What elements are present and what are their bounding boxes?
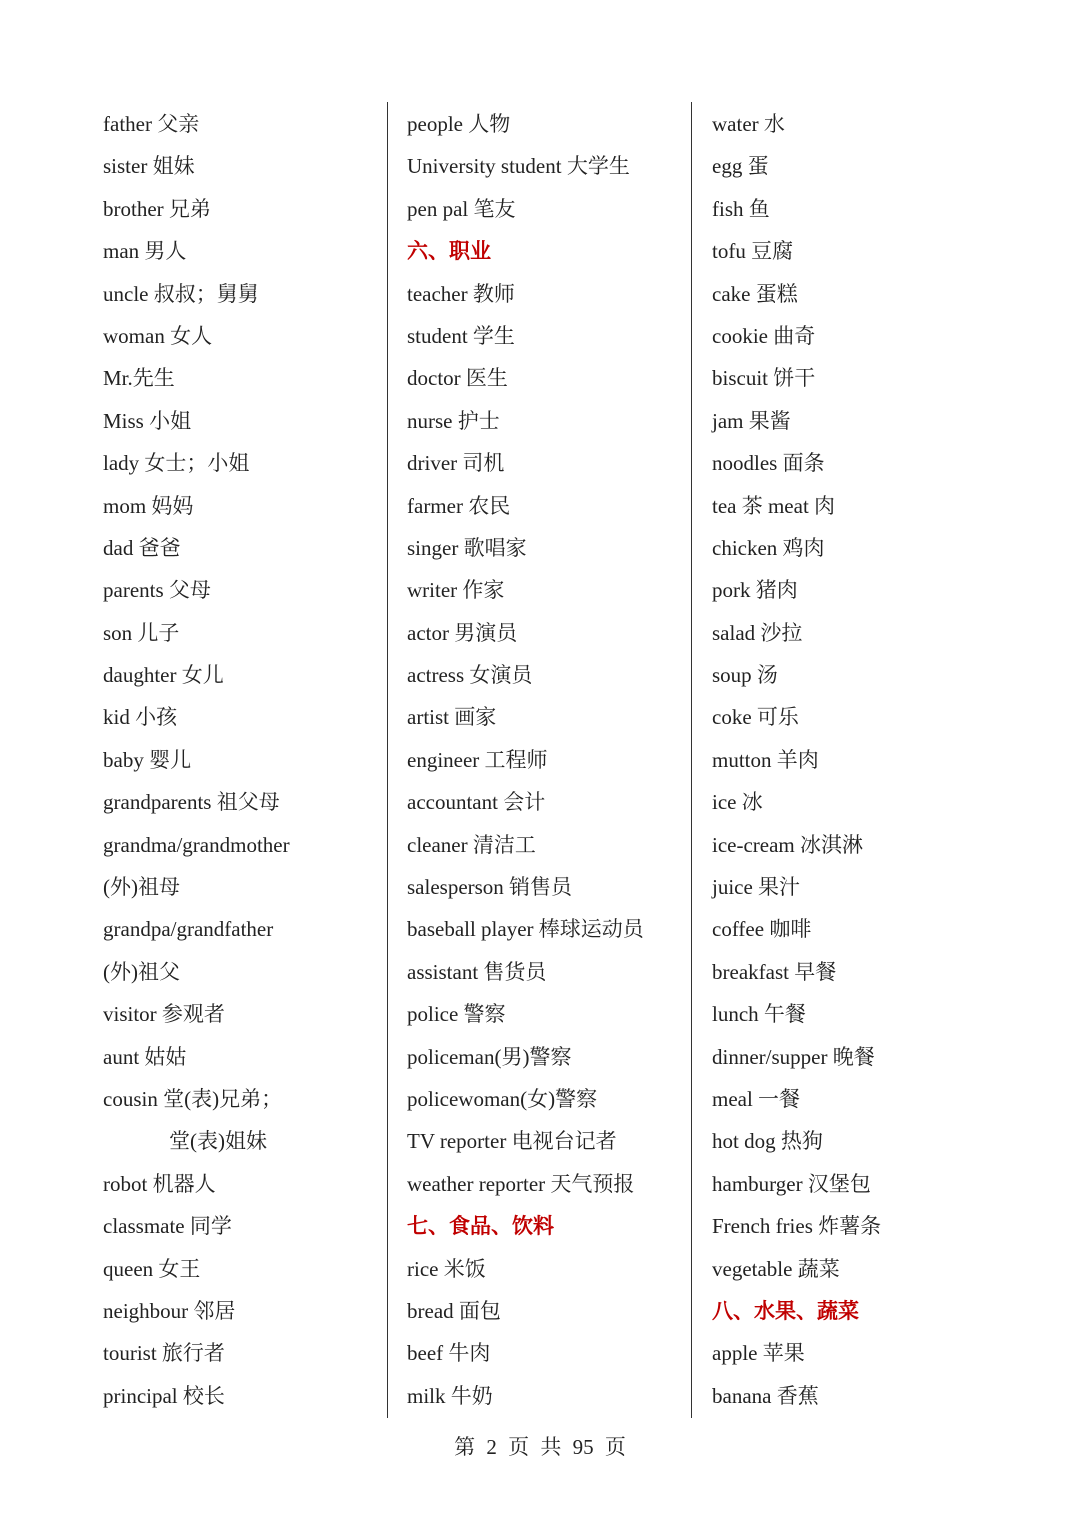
vocab-entry: parents 父母 bbox=[103, 578, 211, 603]
vocab-entry: nurse 护士 bbox=[407, 408, 500, 433]
vocab-entry: soup 汤 bbox=[712, 663, 778, 688]
section-heading: 六、职业 bbox=[407, 239, 491, 264]
vocab-entry: son 儿子 bbox=[103, 620, 180, 645]
vocab-entry: TV reporter 电视台记者 bbox=[407, 1129, 617, 1154]
vocab-entry: lunch 午餐 bbox=[712, 1002, 806, 1027]
vocab-entry: neighbour 邻居 bbox=[103, 1298, 236, 1323]
vocab-entry: baseball player 棒球运动员 bbox=[407, 917, 644, 942]
vocab-entry: classmate 同学 bbox=[103, 1214, 232, 1239]
vocab-entry: milk 牛奶 bbox=[407, 1383, 493, 1408]
vocab-entry: tea 茶 meat 肉 bbox=[712, 493, 836, 518]
vocab-entry: actress 女演员 bbox=[407, 663, 533, 688]
vocab-entry: teacher 教师 bbox=[407, 281, 515, 306]
vocab-entry: beef 牛肉 bbox=[407, 1341, 491, 1366]
vocab-entry: mom 妈妈 bbox=[103, 493, 194, 518]
vocab-entry: apple 苹果 bbox=[712, 1341, 805, 1366]
vocab-entry: fish 鱼 bbox=[712, 196, 770, 221]
vocab-entry: 堂(表)姐妹 bbox=[169, 1129, 267, 1154]
vocab-entry: grandparents 祖父母 bbox=[103, 790, 280, 815]
vocab-entry: French fries 炸薯条 bbox=[712, 1214, 882, 1239]
vocab-entry: tofu 豆腐 bbox=[712, 239, 794, 264]
vocab-entry: jam 果酱 bbox=[712, 408, 791, 433]
vocab-entry: rice 米饭 bbox=[407, 1256, 486, 1281]
vocab-entry: queen 女王 bbox=[103, 1256, 201, 1281]
vocab-entry: mutton 羊肉 bbox=[712, 747, 819, 772]
vocab-entry: juice 果汁 bbox=[712, 875, 801, 900]
vocab-entry: student 学生 bbox=[407, 323, 515, 348]
vocab-entry: grandpa/grandfather bbox=[103, 917, 274, 942]
vocab-entry: salesperson 销售员 bbox=[407, 875, 573, 900]
vocab-entry: singer 歌唱家 bbox=[407, 535, 527, 560]
vocab-entry: driver 司机 bbox=[407, 451, 505, 476]
vocab-entry: brother 兄弟 bbox=[103, 196, 211, 221]
vocab-entry: salad 沙拉 bbox=[712, 620, 803, 645]
vocab-entry: pork 猪肉 bbox=[712, 578, 798, 603]
vocab-column-2 bbox=[407, 103, 697, 1417]
vocab-entry: engineer 工程师 bbox=[407, 747, 548, 772]
section-heading: 八、水果、蔬菜 bbox=[712, 1298, 859, 1323]
vocab-entry: Miss 小姐 bbox=[103, 408, 192, 433]
vocab-entry: police 警察 bbox=[407, 1002, 506, 1027]
vocab-entry: cookie 曲奇 bbox=[712, 323, 816, 348]
vocab-entry: policeman(男)警察 bbox=[407, 1044, 572, 1069]
vocab-entry: vegetable 蔬菜 bbox=[712, 1256, 840, 1281]
vocab-entry: meal 一餐 bbox=[712, 1086, 801, 1111]
vocab-column-3 bbox=[712, 103, 1002, 1417]
vocab-entry: noodles 面条 bbox=[712, 451, 825, 476]
vocab-entry: University student 大学生 bbox=[407, 154, 630, 179]
vocab-entry: daughter 女儿 bbox=[103, 663, 224, 688]
vocab-entry: bread 面包 bbox=[407, 1298, 501, 1323]
vocab-entry: (外)祖母 bbox=[103, 875, 180, 900]
vocab-entry: woman 女人 bbox=[103, 323, 213, 348]
vocab-entry: writer 作家 bbox=[407, 578, 505, 603]
column-divider bbox=[387, 102, 388, 1418]
page-footer: 第 2 页 共 95 页 bbox=[454, 1435, 626, 1459]
vocab-entry: kid 小孩 bbox=[103, 705, 178, 730]
vocab-entry: grandma/grandmother bbox=[103, 832, 290, 857]
vocab-entry: baby 婴儿 bbox=[103, 747, 192, 772]
vocab-entry: dad 爸爸 bbox=[103, 535, 181, 560]
vocab-entry: visitor 参观者 bbox=[103, 1002, 225, 1027]
vocab-entry: coffee 咖啡 bbox=[712, 917, 812, 942]
vocab-entry: robot 机器人 bbox=[103, 1171, 216, 1196]
vocab-entry: banana 香蕉 bbox=[712, 1383, 819, 1408]
vocab-entry: ice-cream 冰淇淋 bbox=[712, 832, 864, 857]
vocab-entry: tourist 旅行者 bbox=[103, 1341, 225, 1366]
vocab-entry: aunt 姑姑 bbox=[103, 1044, 187, 1069]
vocab-entry: Mr.先生 bbox=[103, 366, 175, 391]
vocab-entry: cousin 堂(表)兄弟； bbox=[103, 1086, 283, 1111]
vocab-entry: cake 蛋糕 bbox=[712, 281, 798, 306]
section-heading: 七、食品、饮料 bbox=[407, 1214, 554, 1239]
vocab-entry: hamburger 汉堡包 bbox=[712, 1171, 871, 1196]
vocab-entry: assistant 售货员 bbox=[407, 959, 547, 984]
vocab-entry: (外)祖父 bbox=[103, 959, 180, 984]
vocab-entry: egg 蛋 bbox=[712, 154, 769, 179]
vocab-entry: cleaner 清洁工 bbox=[407, 832, 536, 857]
vocab-entry: dinner/supper 晚餐 bbox=[712, 1044, 875, 1069]
vocab-entry: policewoman(女)警察 bbox=[407, 1086, 598, 1111]
vocab-entry: ice 冰 bbox=[712, 790, 763, 815]
vocab-entry: actor 男演员 bbox=[407, 620, 518, 645]
vocab-entry: farmer 农民 bbox=[407, 493, 511, 518]
vocab-entry: uncle 叔叔；舅舅 bbox=[103, 281, 259, 306]
vocab-column-1 bbox=[103, 103, 393, 1417]
vocab-entry: biscuit 饼干 bbox=[712, 366, 816, 391]
vocab-entry: breakfast 早餐 bbox=[712, 959, 837, 984]
vocab-entry: accountant 会计 bbox=[407, 790, 546, 815]
vocab-entry: principal 校长 bbox=[103, 1383, 225, 1408]
vocab-entry: chicken 鸡肉 bbox=[712, 535, 825, 560]
column-divider bbox=[691, 102, 692, 1418]
vocab-entry: father 父亲 bbox=[103, 112, 200, 136]
vocab-entry: lady 女士；小姐 bbox=[103, 451, 250, 476]
vocab-entry: water 水 bbox=[712, 112, 785, 136]
vocab-entry: doctor 医生 bbox=[407, 366, 508, 391]
vocab-entry: weather reporter 天气预报 bbox=[407, 1171, 635, 1196]
vocab-entry: coke 可乐 bbox=[712, 705, 799, 730]
vocab-entry: pen pal 笔友 bbox=[407, 196, 516, 221]
vocab-entry: artist 画家 bbox=[407, 705, 497, 730]
vocab-entry: hot dog 热狗 bbox=[712, 1129, 823, 1154]
vocab-entry: people 人物 bbox=[407, 112, 511, 136]
vocab-entry: man 男人 bbox=[103, 239, 187, 264]
vocab-entry: sister 姐妹 bbox=[103, 154, 195, 179]
